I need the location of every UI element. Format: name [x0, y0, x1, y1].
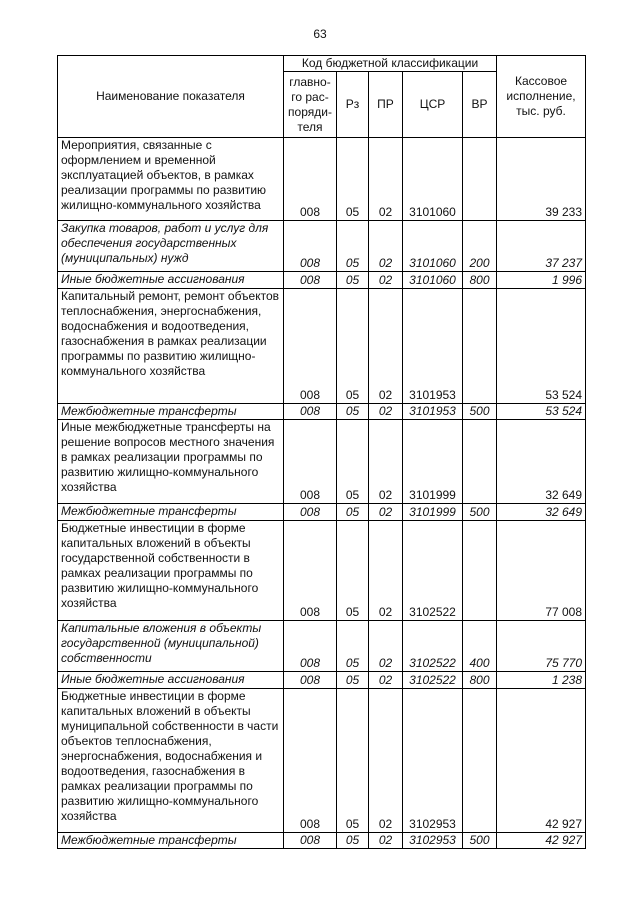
row-rz: 05 — [337, 221, 369, 272]
row-pr: 02 — [369, 289, 403, 404]
row-csr: 3101060 — [403, 138, 463, 221]
row-amount: 53 524 — [497, 289, 586, 404]
row-rz: 05 — [337, 672, 369, 689]
row-csr: 3102522 — [403, 521, 463, 621]
row-pr: 02 — [369, 272, 403, 289]
row-gl: 008 — [284, 504, 337, 521]
row-rz: 05 — [337, 504, 369, 521]
row-name: Закупка товаров, работ и услуг для обеспечения государственных (муниципальных) нужд — [58, 221, 284, 272]
row-amount: 77 008 — [497, 521, 586, 621]
row-vr: 500 — [463, 833, 497, 849]
row-gl: 008 — [284, 420, 337, 504]
row-rz: 05 — [337, 621, 369, 672]
row-name: Иные межбюджетные трансферты на решение вопросов местного значения в рамках реализации программы по развитию жилищно-коммунального хозяйства — [58, 420, 284, 504]
row-pr: 02 — [369, 221, 403, 272]
row-gl: 008 — [284, 272, 337, 289]
row-vr: 200 — [463, 221, 497, 272]
row-name: Бюджетные инвестиции в форме капитальных вложений в объекты муниципальной собственности в части объектов теплоснабжения, энергоснабжения, водоснабжения и водоотведения, газоснабжения в рамках реализации программы по развитию жилищно-коммунального хозяйства — [58, 689, 284, 833]
row-rz: 05 — [337, 420, 369, 504]
row-gl: 008 — [284, 672, 337, 689]
row-vr: 400 — [463, 621, 497, 672]
row-vr: 800 — [463, 672, 497, 689]
row-rz: 05 — [337, 138, 369, 221]
row-amount: 42 927 — [497, 689, 586, 833]
budget-table — [57, 55, 586, 849]
row-gl: 008 — [284, 289, 337, 404]
row-gl: 008 — [284, 689, 337, 833]
row-gl: 008 — [284, 138, 337, 221]
row-pr: 02 — [369, 672, 403, 689]
row-rz: 05 — [337, 404, 369, 420]
row-gl: 008 — [284, 621, 337, 672]
row-name: Межбюджетные трансферты — [58, 504, 284, 521]
row-name: Иные бюджетные ассигнования — [58, 672, 284, 689]
row-gl: 008 — [284, 221, 337, 272]
row-csr: 3101999 — [403, 420, 463, 504]
row-pr: 02 — [369, 833, 403, 849]
row-rz: 05 — [337, 272, 369, 289]
row-pr: 02 — [369, 420, 403, 504]
header-name: Наименование показателя — [58, 56, 284, 138]
row-csr: 3102953 — [403, 833, 463, 849]
row-amount: 75 770 — [497, 621, 586, 672]
row-name: Мероприятия, связанные с оформлением и временной эксплуатацией объектов, в рамках реализации программы по развитию жилищно-коммунального хозяйства — [58, 138, 284, 221]
row-csr: 3101060 — [403, 221, 463, 272]
row-gl: 008 — [284, 521, 337, 621]
row-rz: 05 — [337, 689, 369, 833]
row-vr — [463, 521, 497, 621]
row-vr: 500 — [463, 404, 497, 420]
row-vr: 500 — [463, 504, 497, 521]
row-rz: 05 — [337, 289, 369, 404]
row-amount: 53 524 — [497, 404, 586, 420]
row-pr: 02 — [369, 404, 403, 420]
row-amount: 1 238 — [497, 672, 586, 689]
page-number: 63 — [313, 27, 327, 41]
header-amount: Кассовое исполнение, тыс. руб. — [497, 56, 586, 138]
row-csr: 3102522 — [403, 672, 463, 689]
header-csr: ЦСР — [403, 72, 463, 138]
row-vr — [463, 420, 497, 504]
row-gl: 008 — [284, 404, 337, 420]
row-csr: 3101060 — [403, 272, 463, 289]
row-csr: 3102953 — [403, 689, 463, 833]
row-amount: 1 996 — [497, 272, 586, 289]
row-pr: 02 — [369, 521, 403, 621]
header-code-group: Код бюджетной классификации — [284, 56, 497, 72]
header-pr: ПР — [369, 72, 403, 138]
row-amount: 32 649 — [497, 420, 586, 504]
row-amount: 32 649 — [497, 504, 586, 521]
row-name: Межбюджетные трансферты — [58, 833, 284, 849]
row-vr — [463, 689, 497, 833]
row-name: Межбюджетные трансферты — [58, 404, 284, 420]
row-pr: 02 — [369, 504, 403, 521]
row-rz: 05 — [337, 833, 369, 849]
row-pr: 02 — [369, 689, 403, 833]
row-name: Бюджетные инвестиции в форме капитальных вложений в объекты государственной собственности в рамках реализации программы по развитию жилищно-коммунального хозяйства — [58, 521, 284, 621]
row-vr — [463, 289, 497, 404]
row-rz: 05 — [337, 521, 369, 621]
row-gl: 008 — [284, 833, 337, 849]
row-vr — [463, 138, 497, 221]
row-name: Капитальные вложения в объекты государственной (муниципальной) собственности — [58, 621, 284, 672]
row-name: Иные бюджетные ассигнования — [58, 272, 284, 289]
row-amount: 37 237 — [497, 221, 586, 272]
header-gl: главно-го рас-поряди-теля — [284, 72, 337, 138]
header-rz: Рз — [337, 72, 369, 138]
header-vr: ВР — [463, 72, 497, 138]
row-csr: 3101953 — [403, 289, 463, 404]
row-csr: 3101999 — [403, 504, 463, 521]
row-pr: 02 — [369, 621, 403, 672]
row-amount: 42 927 — [497, 833, 586, 849]
row-amount: 39 233 — [497, 138, 586, 221]
row-pr: 02 — [369, 138, 403, 221]
row-csr: 3101953 — [403, 404, 463, 420]
row-vr: 800 — [463, 272, 497, 289]
row-name: Капитальный ремонт, ремонт объектов теплоснабжения, энергоснабжения, водоснабжения и водоотведения, газоснабжения в рамках реализации программы по развитию жилищно-коммунального хозяйства — [58, 289, 284, 404]
row-csr: 3102522 — [403, 621, 463, 672]
